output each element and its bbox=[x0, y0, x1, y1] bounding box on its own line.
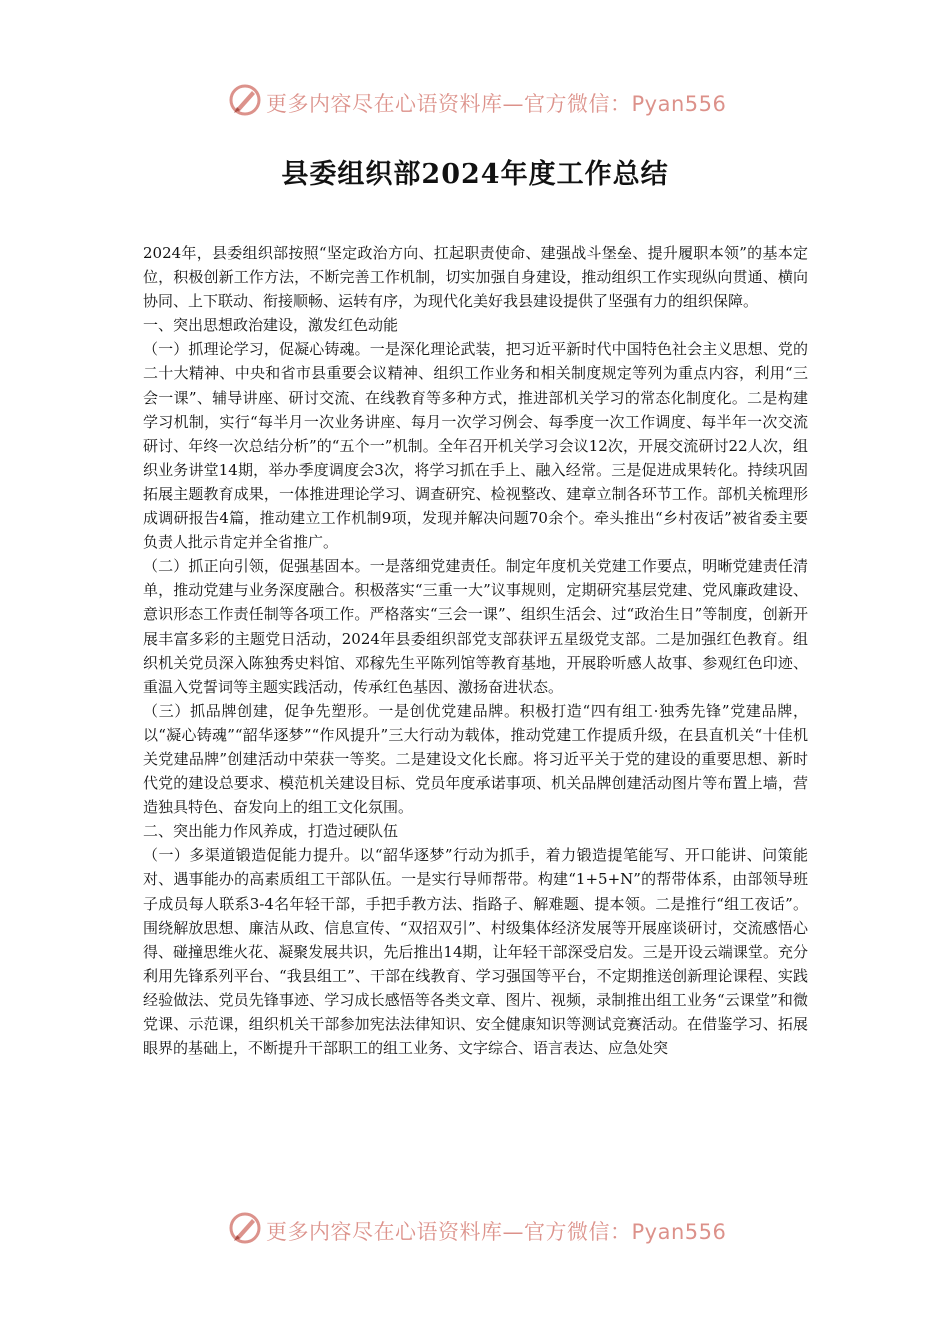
paragraph-intro: 2024年，县委组织部按照“坚定政治方向、扛起职责使命、建强战斗堡垒、提升履职本领”的基本定位，积极创新工作方法，不断完善工作机制，切实加强自身建设，推动组织工作实现纵向贯通、横向协同、上下联动、衔接顺畅、运转有序，为现代化美好我县建设提供了坚强有力的组织保障。 bbox=[143, 244, 808, 311]
document-title: 县委组织部2024年度工作总结 bbox=[281, 159, 669, 190]
paragraph: （一）多渠道锻造促能力提升。以“韶华逐梦”行动为抓手，着力锻造提笔能写、开口能讲、问策能对、遇事能办的高素质组工干部队伍。一是实行导师帮带。构建“1+5+N”的帮带体系，由部领导班子成员每人联系3-4名年轻干部，手把手教方法、指路子、解难题、提本领。二是推行“组工夜话”。围绕解放思想、廉洁从政、信息宣传、“双招双引”、村级集体经济发展等开展座谈研讨，交流感悟心得、碰撞思维火花、凝聚发展共识，先后推出14期，让年轻干部深受启发。三是开设云端课堂。充分利用先锋系列平台、“我县组工”、干部在线教育、学习强国等平台，不定期推送创新理论课程、实践经验做法、党员先锋事迹、学习成长感悟等各类文章、图片、视频，录制推出组工业务“云课堂”和微党课、示范课，组织机关干部参加宪法法律知识、安全健康知识等测试竞赛活动。在借鉴学习、拓展眼界的基础上，不断提升干部职工的组工业务、文字综合、语言表达、应急处突 bbox=[143, 846, 808, 1058]
watermark-text: 更多内容尽在心语资料库—官方微信：Pyan556 bbox=[266, 1220, 727, 1244]
section-heading-1: 一、突出思想政治建设，激发红色动能 bbox=[143, 316, 399, 335]
paragraph: （二）抓正向引领，促强基固本。一是落细党建责任。制定年度机关党建工作要点，明晰党建责任清单，推动党建与业务深度融合。积极落实“三重一大”议事规则，定期研究基层党建、党风廉政建设、意识形态工作责任制等各项工作。严格落实“三会一课”、组织生活会、过“政治生日”等制度，创新开展丰富多彩的主题党日活动，2024年县委组织部党支部获评五星级党支部。二是加强红色教育。组织机关党员深入陈独秀史料馆、邓稼先生平陈列馆等教育基地，开展聆听感人故事、参观红色印迹、重温入党誓词等主题实践活动，传承红色基因、激扬奋进状态。 bbox=[143, 557, 808, 696]
watermark-header bbox=[0, 80, 950, 120]
pen-logo-icon bbox=[228, 1211, 262, 1245]
pen-logo-icon bbox=[228, 83, 262, 117]
watermark-footer bbox=[0, 1208, 950, 1248]
paragraph: （一）抓理论学习，促凝心铸魂。一是深化理论武装，把习近平新时代中国特色社会主义思想、党的二十大精神、中央和省市县重要会议精神、组织工作业务和相关制度规定等列为重点内容，利用“三会一课”、辅导讲座、研讨交流、在线教育等多种方式，推进部机关学习的常态化制度化。二是构建学习机制，实行“每半月一次业务讲座、每月一次学习例会、每季度一次工作调度、每半年一次交流研讨、年终一次总结分析”的“五个一”机制。全年召开机关学习会议12次，开展交流研讨22人次，组织业务讲堂14期，举办季度调度会3次，将学习抓在手上、融入经常。三是促进成果转化。持续巩固拓展主题教育成果，一体推进理论学习、调查研究、检视整改、建章立制各环节工作。部机关梳理形成调研报告4篇，推动建立工作机制9项，发现并解决问题70余个。牵头推出“乡村夜话”被省委主要负责人批示肯定并全省推广。 bbox=[143, 340, 808, 552]
paragraph: （三）抓品牌创建，促争先塑形。一是创优党建品牌。积极打造“四有组工·独秀先锋”党建品牌，以“凝心铸魂”“韶华逐梦”“作风提升”三大行动为载体，推动党建工作提质升级，在县直机关“十佳机关党建品牌”创建活动中荣获一等奖。二是建设文化长廊。将习近平关于党的建设的重要思想、新时代党的建设总要求、模范机关建设目标、党员年度承诺事项、机关品牌创建活动图片等布置上墙，营造独具特色、奋发向上的组工文化氛围。 bbox=[143, 701, 808, 817]
watermark-text: 更多内容尽在心语资料库—官方微信：Pyan556 bbox=[266, 92, 727, 116]
document-body bbox=[143, 241, 808, 1196]
section-heading-2: 二、突出能力作风养成，打造过硬队伍 bbox=[143, 822, 399, 841]
